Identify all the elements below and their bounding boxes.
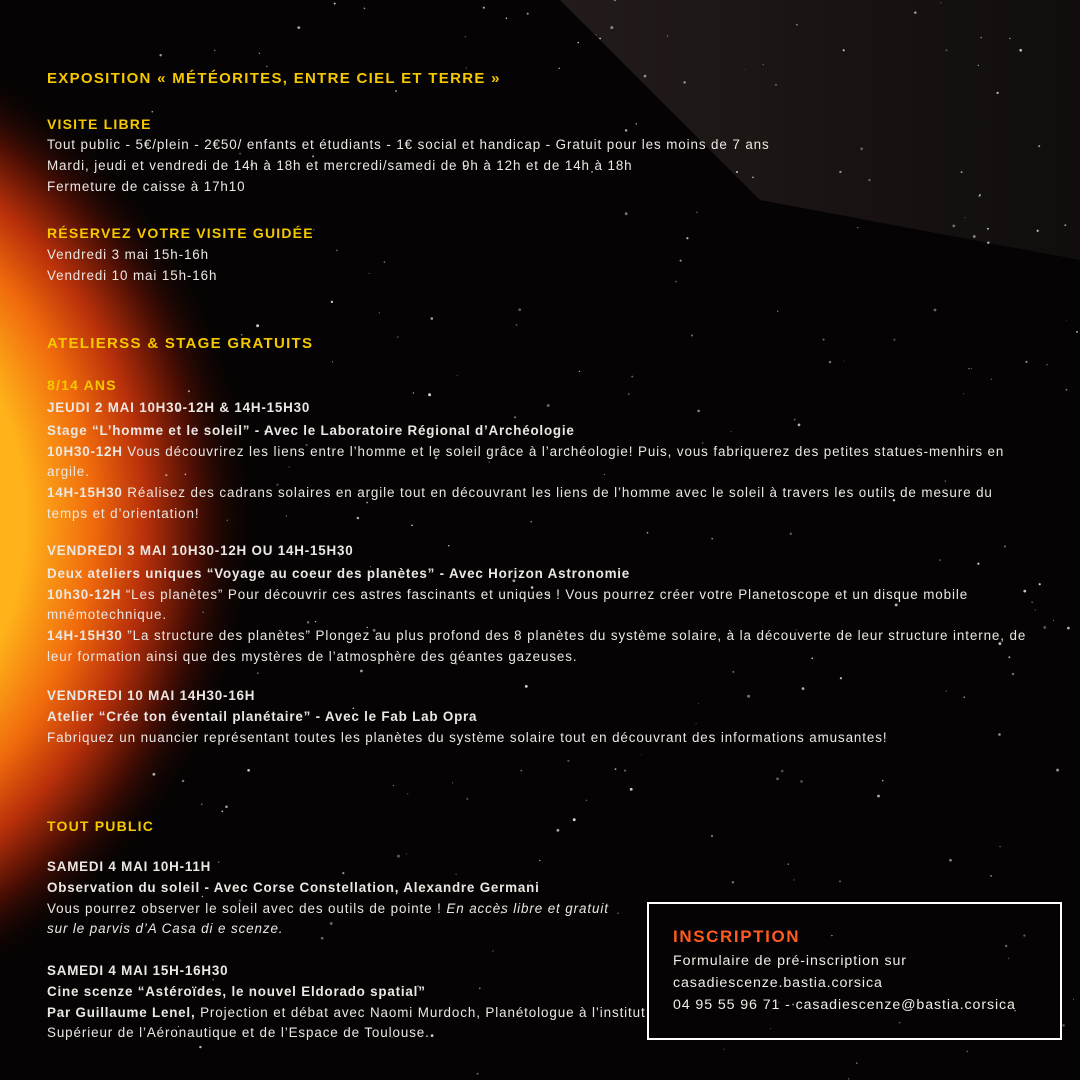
star (360, 670, 363, 673)
star (256, 324, 259, 327)
jeudi-time-1: 10H30-12H (47, 443, 123, 459)
inscription-contact[interactable]: 04 95 55 96 71 - casadiescenze@bastia.corsica (673, 997, 1016, 1013)
star (1035, 609, 1036, 610)
star (1046, 364, 1047, 365)
star (336, 250, 337, 251)
star (796, 24, 798, 26)
star (466, 798, 468, 800)
star (1012, 673, 1014, 675)
inscription-url[interactable]: casadiescenze.bastia.corsica (673, 975, 883, 991)
star (971, 368, 972, 369)
star (963, 393, 964, 394)
star (452, 782, 453, 783)
star (395, 90, 397, 92)
star (477, 1073, 479, 1075)
star (624, 769, 626, 771)
star (595, 34, 596, 35)
ateliers-title: ATELIERSS & STAGE GRATUITS (47, 335, 314, 352)
star (567, 760, 569, 762)
samedi2-by: Par Guillaume Lenel, (47, 1004, 196, 1020)
vendredi10-text: Fabriquez un nuancier représentant toutes les planètes du système solaire tout en découvrant des informations amusantes! (47, 729, 888, 745)
star (877, 795, 880, 798)
star (221, 811, 223, 813)
samedi2-event: Cine scenze “Astéroïdes, le nouvel Eldorado spatial” (47, 983, 426, 999)
star (331, 301, 333, 303)
star (506, 17, 508, 19)
star (980, 37, 982, 39)
star (691, 335, 693, 337)
star (686, 237, 688, 239)
star (615, 768, 617, 770)
star (201, 804, 202, 805)
star (631, 376, 633, 378)
star (840, 677, 842, 679)
star (1038, 145, 1040, 147)
star (843, 49, 845, 51)
star (775, 84, 777, 86)
star (777, 311, 778, 312)
star (1066, 320, 1067, 321)
star (492, 950, 493, 951)
visite-libre-line: Tout public - 5€/plein - 2€50/ enfants et étudiants - 1€ social et handicap - Gratuit pour les moins de 7 ans (47, 137, 770, 152)
star (732, 881, 734, 883)
star (257, 672, 259, 674)
star (961, 171, 963, 173)
star (844, 361, 845, 362)
star (987, 228, 989, 230)
star (556, 829, 559, 832)
star (724, 1049, 725, 1050)
star (364, 8, 366, 10)
star (625, 129, 628, 132)
star (793, 879, 795, 881)
star (457, 375, 458, 376)
exposition-title: EXPOSITION « MÉTÉORITES, ENTRE CIEL ET TERRE » (47, 70, 501, 87)
star (949, 859, 952, 862)
star (182, 780, 184, 782)
star (641, 754, 642, 755)
star (214, 50, 216, 52)
star (379, 312, 380, 313)
star (579, 371, 580, 372)
star (465, 36, 466, 37)
star (297, 26, 300, 29)
star (1043, 626, 1046, 629)
star (978, 65, 979, 66)
visite-guidee-dates (47, 245, 217, 287)
star (610, 26, 613, 29)
star (520, 770, 522, 772)
star (151, 111, 153, 113)
star (428, 393, 431, 396)
star (483, 7, 485, 9)
visite-libre-line: Fermeture de caisse à 17h10 (47, 178, 246, 194)
star (860, 147, 863, 150)
star (839, 171, 841, 173)
star (199, 1046, 201, 1048)
star (800, 780, 803, 783)
samedi1-text: Vous pourrez observer le soleil avec des outils de pointe ! (47, 900, 447, 916)
star (790, 533, 792, 535)
star (406, 853, 407, 854)
star (667, 35, 669, 37)
visite-libre-heading: VISITE LIBRE (47, 116, 152, 132)
star (393, 785, 394, 786)
star (868, 179, 870, 181)
star (527, 13, 529, 15)
star (966, 1051, 967, 1052)
star (1064, 224, 1066, 226)
star (407, 793, 408, 794)
star (675, 281, 677, 283)
vendredi3-text-1: “Les planètes” Pour découvrir ces astres fascinants et uniques ! Vous pourrez créer votre Planetoscope et un disque mobile mnémotechnique. (47, 586, 969, 623)
star (1076, 331, 1078, 333)
vendredi3-stage: Deux ateliers uniques “Voyage au coeur des planètes” - Avec Horizon Astronomie (47, 565, 631, 581)
star (857, 227, 858, 228)
star (680, 260, 682, 262)
star (991, 378, 993, 380)
age-heading: 8/14 ANS (47, 377, 117, 393)
star (979, 194, 981, 196)
samedi2-date: SAMEDI 4 MAI 15H-16H30 (47, 963, 229, 978)
jeudi-time-2: 14H-15H30 (47, 485, 123, 501)
star (1009, 38, 1011, 40)
visite-guidee-heading: RÉSERVEZ VOTRE VISITE GUIDÉE (47, 225, 314, 241)
jeudi-date: JEUDI 2 MAI 10H30-12H & 14H-15H30 (47, 400, 311, 415)
star (559, 68, 560, 69)
star (647, 532, 649, 534)
visite-libre-details (47, 135, 770, 197)
star (996, 92, 998, 94)
star (630, 788, 633, 791)
star (384, 261, 386, 263)
vendredi3-time-1: 10h30-12H (47, 586, 122, 602)
star (934, 309, 937, 312)
star (1073, 999, 1074, 1000)
star (159, 54, 161, 56)
star (332, 361, 333, 362)
star (431, 317, 434, 320)
star (636, 123, 638, 125)
visite-guidee-date: Vendredi 3 mai 15h-16h (47, 247, 209, 262)
star (987, 242, 989, 244)
samedi1-section (47, 857, 632, 940)
inscription-box (647, 902, 1062, 1040)
star (1067, 627, 1070, 630)
star (999, 846, 1001, 848)
samedi2-text: Projection et débat avec Naomi Murdoch, Planétologue à l’institut Supérieur de l’Aéronautique et de l’Espace de Toulouse. (47, 1004, 646, 1041)
star (946, 49, 948, 51)
star (964, 217, 965, 218)
inscription-title: INSCRIPTION (673, 927, 801, 946)
vendredi10-stage: Atelier “Crée ton éventail planétaire” - Avec le Fab Lab Opra (47, 708, 478, 724)
star (940, 2, 941, 3)
star (413, 392, 414, 393)
star (914, 11, 917, 14)
star (763, 64, 764, 65)
star (823, 339, 825, 341)
vendredi3-time-2: 14H-15H30 (47, 628, 123, 644)
star (1056, 769, 1059, 772)
star (683, 81, 685, 83)
star (247, 769, 250, 772)
star (990, 875, 992, 877)
jeudi-section (47, 398, 1032, 525)
star (952, 224, 955, 227)
star (369, 273, 370, 274)
star (882, 780, 884, 782)
star (711, 835, 713, 837)
star (776, 778, 779, 781)
jeudi-text-1: Vous découvrirez les liens entre l’homme et le soleil grâce à l’archéologie! Puis, vous fabriquerez des petites statues-menhirs en argile. (47, 443, 1005, 480)
star (586, 800, 587, 801)
star (711, 538, 713, 540)
star (968, 368, 969, 369)
star (696, 212, 697, 213)
star (334, 3, 336, 5)
star (599, 38, 601, 40)
vendredi3-date: VENDREDI 3 MAI 10H30-12H OU 14H-15H30 (47, 543, 354, 558)
visite-guidee-date: Vendredi 10 mai 15h-16h (47, 267, 218, 283)
vendredi10-section (47, 686, 1047, 748)
star (1025, 361, 1027, 363)
star (745, 69, 746, 70)
star (1019, 49, 1022, 52)
samedi1-event: Observation du soleil - Avec Corse Constellation, Alexandre Germani (47, 879, 540, 895)
vendredi3-section (47, 541, 1032, 668)
star (225, 806, 228, 809)
star (893, 339, 895, 341)
star (515, 324, 517, 326)
star (625, 212, 628, 215)
samedi2-section (47, 961, 647, 1044)
star (1039, 583, 1041, 585)
star (577, 42, 579, 44)
star (573, 818, 576, 821)
star (829, 361, 831, 363)
star (518, 308, 521, 311)
star (1062, 1024, 1065, 1027)
star (781, 770, 784, 773)
star (259, 53, 260, 54)
inscription-line: Formulaire de pré-inscription sur (673, 953, 907, 969)
star (732, 671, 734, 673)
star (1066, 389, 1068, 391)
star (839, 880, 841, 882)
star (397, 336, 399, 338)
star (856, 1062, 858, 1064)
star (1053, 620, 1054, 621)
star (788, 863, 789, 864)
samedi1-date: SAMEDI 4 MAI 10H-11H (47, 859, 212, 874)
samedi1-italic: En accès libre et gratuit sur le parvis d’A Casa di e scenze. (47, 900, 609, 937)
vendredi3-text-2: ”La structure des planètes” Plongez au plus profond des 8 planètes du système solaire, à la découverte de leur structure interne, de leur formation ainsi que des mystères de l’atmosphère des géantes gazeuses. (47, 628, 1027, 664)
vendredi10-date: VENDREDI 10 MAI 14H30-16H (47, 688, 256, 703)
tout-public-title: TOUT PUBLIC (47, 818, 155, 834)
star (1037, 230, 1039, 232)
star (848, 1078, 850, 1080)
star (644, 75, 647, 78)
star (628, 393, 630, 395)
jeudi-text-2: Réalisez des cadrans solaires en argile tout en découvrant les liens de l’homme avec le soleil à travers les outils de mesure du temps et d’orientation! (47, 485, 993, 521)
visite-libre-line: Mardi, jeudi et vendredi de 14h à 18h et mercredi/samedi de 9h à 12h et de 14h à 18h (47, 157, 633, 173)
star (188, 390, 190, 392)
star (973, 235, 976, 238)
star (152, 773, 155, 776)
jeudi-stage: Stage “L’homme et le soleil” - Avec le Laboratoire Régional d’Archéologie (47, 422, 575, 438)
